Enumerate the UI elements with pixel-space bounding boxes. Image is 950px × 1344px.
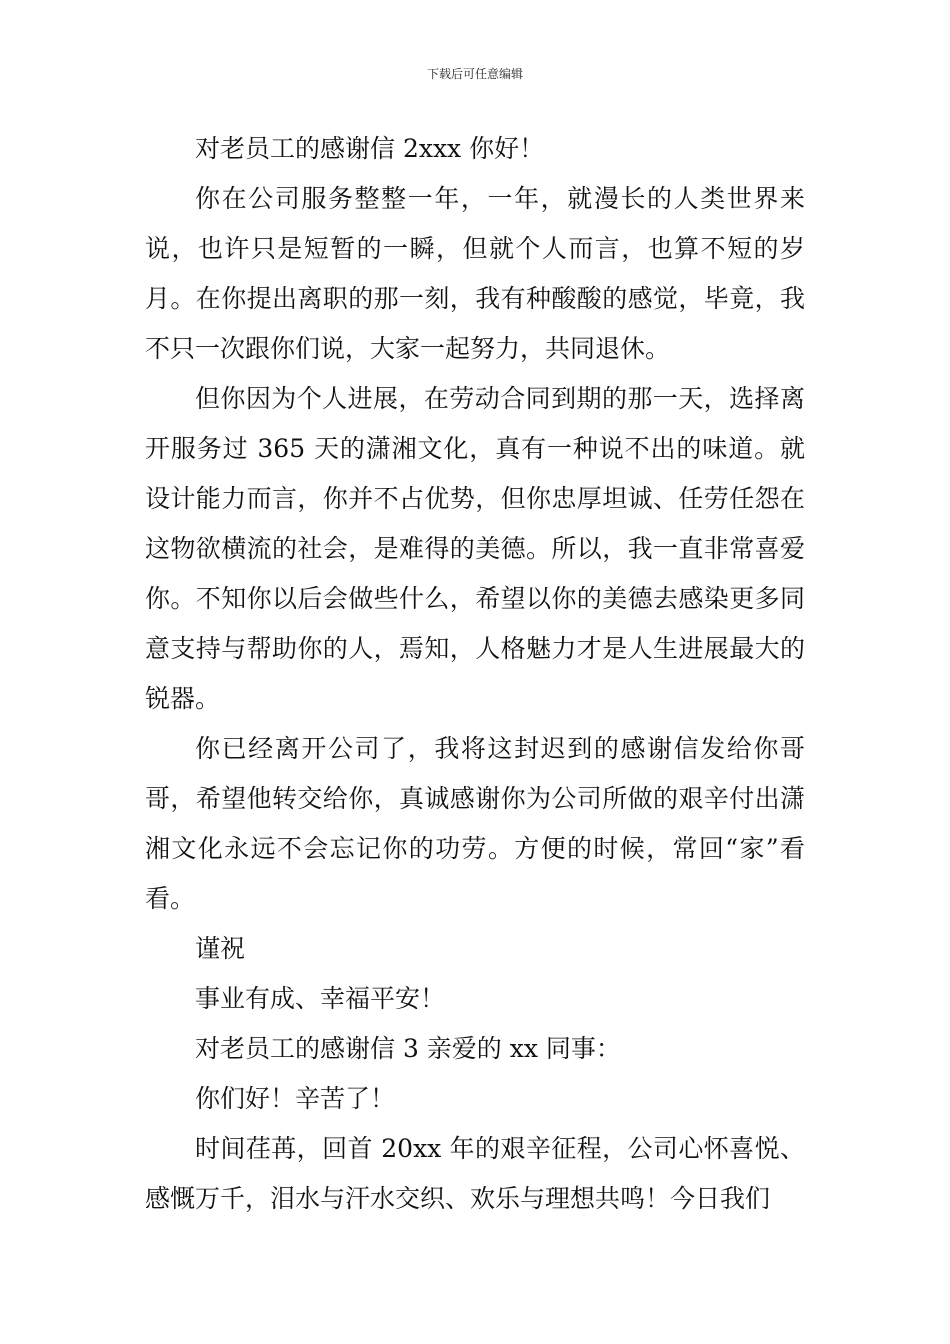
letter-title-paragraph: 对老员工的感谢信 3 亲爱的 xx 同事： [195,1034,621,1063]
closing-salutation: 谨祝 [195,934,246,963]
body-paragraph: 时间荏苒，回首 20xx 年的艰辛征程，公司心怀喜悦、感慨万千，泪水与汗水交织、欢乐与理想共鸣！今日我们 [145,1134,805,1213]
body-paragraph: 但你因为个人进展，在劳动合同到期的那一天，选择离开服务过 365 天的潇湘文化，真有一种说不出的味道。就设计能力而言，你并不占优势，但你忠厚坦诚、任劳任怨在这物欲横流的社会，是难得的美德。所以，我一直非常喜爱你。不知你以后会做些什么，希望以你的美德去感染更多同意支持与帮助你的人，焉知，人格魅力才是人生进展最大的锐器。 [145,384,805,713]
closing-wish: 事业有成、幸福平安！ [195,984,446,1013]
letter-body [145,124,805,1224]
body-paragraph: 你在公司服务整整一年，一年，就漫长的人类世界来说，也许只是短暂的一瞬，但就个人而言，也算不短的岁月。在你提出离职的那一刻，我有种酸酸的感觉，毕竟，我不只一次跟你们说，大家一起努力，共同退休。 [145,184,805,363]
letter-title-paragraph: 对老员工的感谢信 2xxx 你好！ [195,134,545,163]
page-header-note: 下载后可任意编辑 [426,67,523,81]
body-paragraph: 你已经离开公司了，我将这封迟到的感谢信发给你哥哥，希望他转交给你，真诚感谢你为公司所做的艰辛付出潇湘文化永远不会忘记你的功劳。方便的时候，常回“家”看看。 [145,734,805,913]
greeting-paragraph: 你们好！辛苦了！ [195,1084,396,1113]
